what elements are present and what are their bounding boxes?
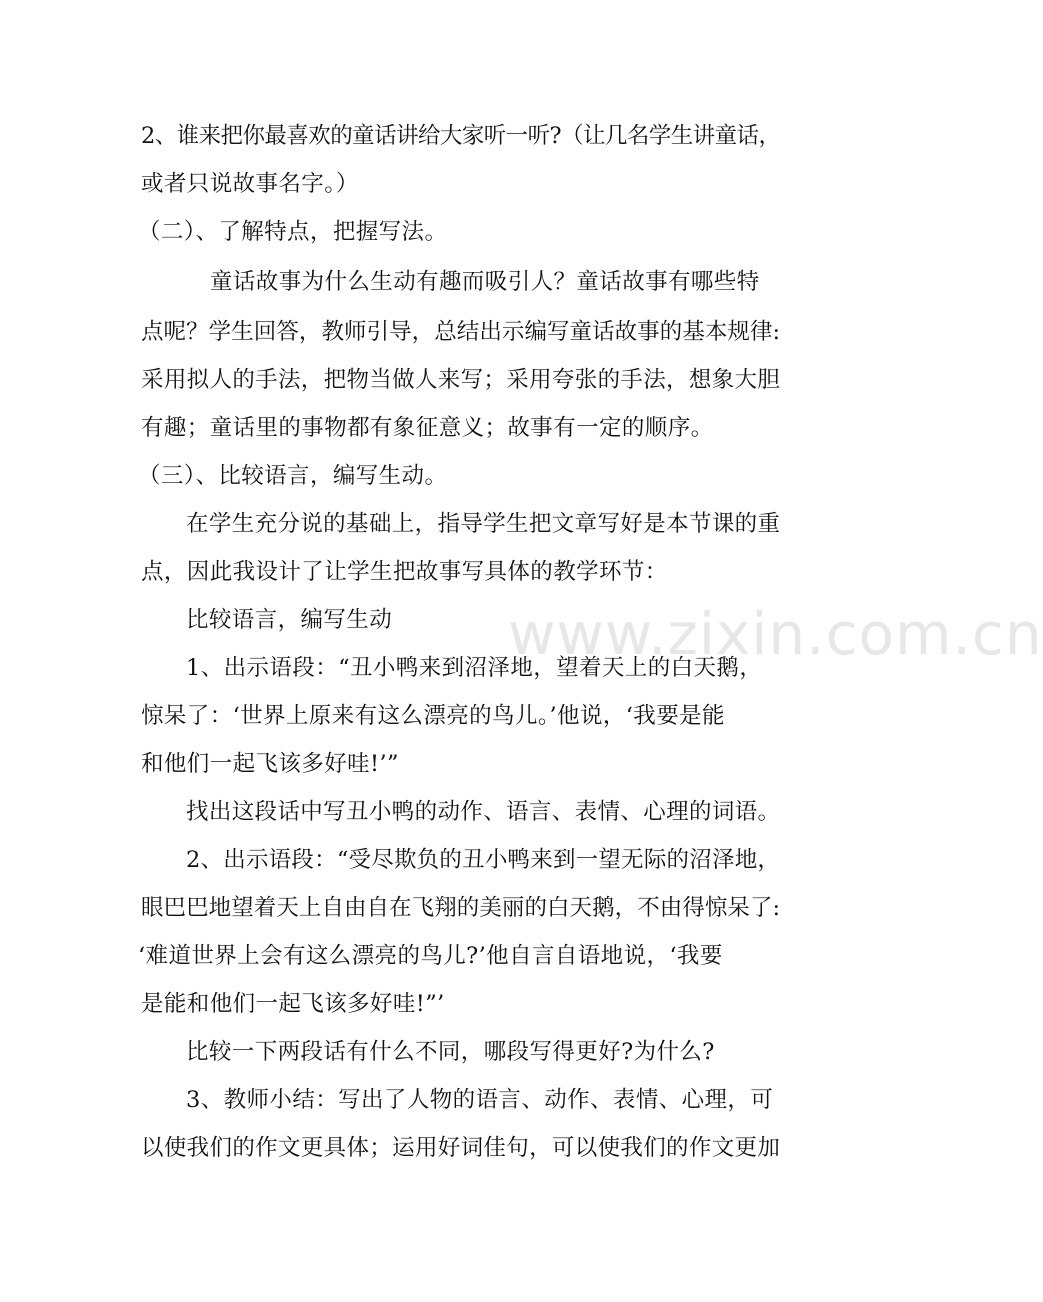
section-heading: （三）、比较语言，编写生动。 — [138, 463, 448, 489]
section-heading: （二）、了解特点，把握写法。 — [138, 219, 448, 245]
text-line: 1、出示语段：“丑小鸭来到沼泽地，望着天上的白天鹅， — [186, 655, 763, 681]
text-line: 采用拟人的手法，把物当做人来写；采用夸张的手法，想象大胆 — [141, 367, 781, 393]
text-line: 惊呆了：‘世界上原来有这么漂亮的鸟儿。’他说，‘我要是能 — [141, 703, 725, 729]
text-line: 比较一下两段话有什么不同，哪段写得更好?为什么? — [186, 1039, 715, 1065]
text-line: 3、教师小结：写出了人物的语言、动作、表情、心理，可 — [186, 1087, 774, 1113]
text-line: 在学生充分说的基础上，指导学生把文章写好是本节课的重 — [186, 511, 781, 537]
text-line: 比较语言，编写生动 — [186, 607, 393, 633]
text-line: 2、谁来把你最喜欢的童话讲给大家听一听?（让几名学生讲童话， — [141, 123, 781, 149]
text-line: 2、出示语段：“受尽欺负的丑小鸭来到一望无际的沼泽地， — [186, 847, 781, 873]
text-line: ‘难道世界上会有这么漂亮的鸟儿?’他自言自语地说，‘我要 — [138, 943, 723, 969]
watermark: www.zixin.com.cn — [508, 600, 1043, 668]
text-line: 眼巴巴地望着天上自由自在飞翔的美丽的白天鹅，不由得惊呆了: — [141, 895, 781, 921]
text-line: 和他们一起飞该多好哇!’” — [141, 751, 399, 777]
text-line: 以使我们的作文更具体；运用好词佳句，可以使我们的作文更加 — [141, 1135, 781, 1161]
text-line: 童话故事为什么生动有趣而吸引人？童话故事有哪些特 — [210, 269, 760, 295]
text-line: 点呢？学生回答，教师引导，总结出示编写童话故事的基本规律: — [141, 319, 781, 345]
text-line: 是能和他们一起飞该多好哇!”’ — [141, 991, 445, 1017]
text-line: 找出这段话中写丑小鸭的动作、语言、表情、心理的词语。 — [186, 799, 781, 825]
text-line: 或者只说故事名字。） — [141, 171, 359, 197]
text-line: 有趣；童话里的事物都有象征意义；故事有一定的顺序。 — [141, 415, 714, 441]
text-line: 点，因此我设计了让学生把故事写具体的教学环节： — [141, 559, 668, 585]
